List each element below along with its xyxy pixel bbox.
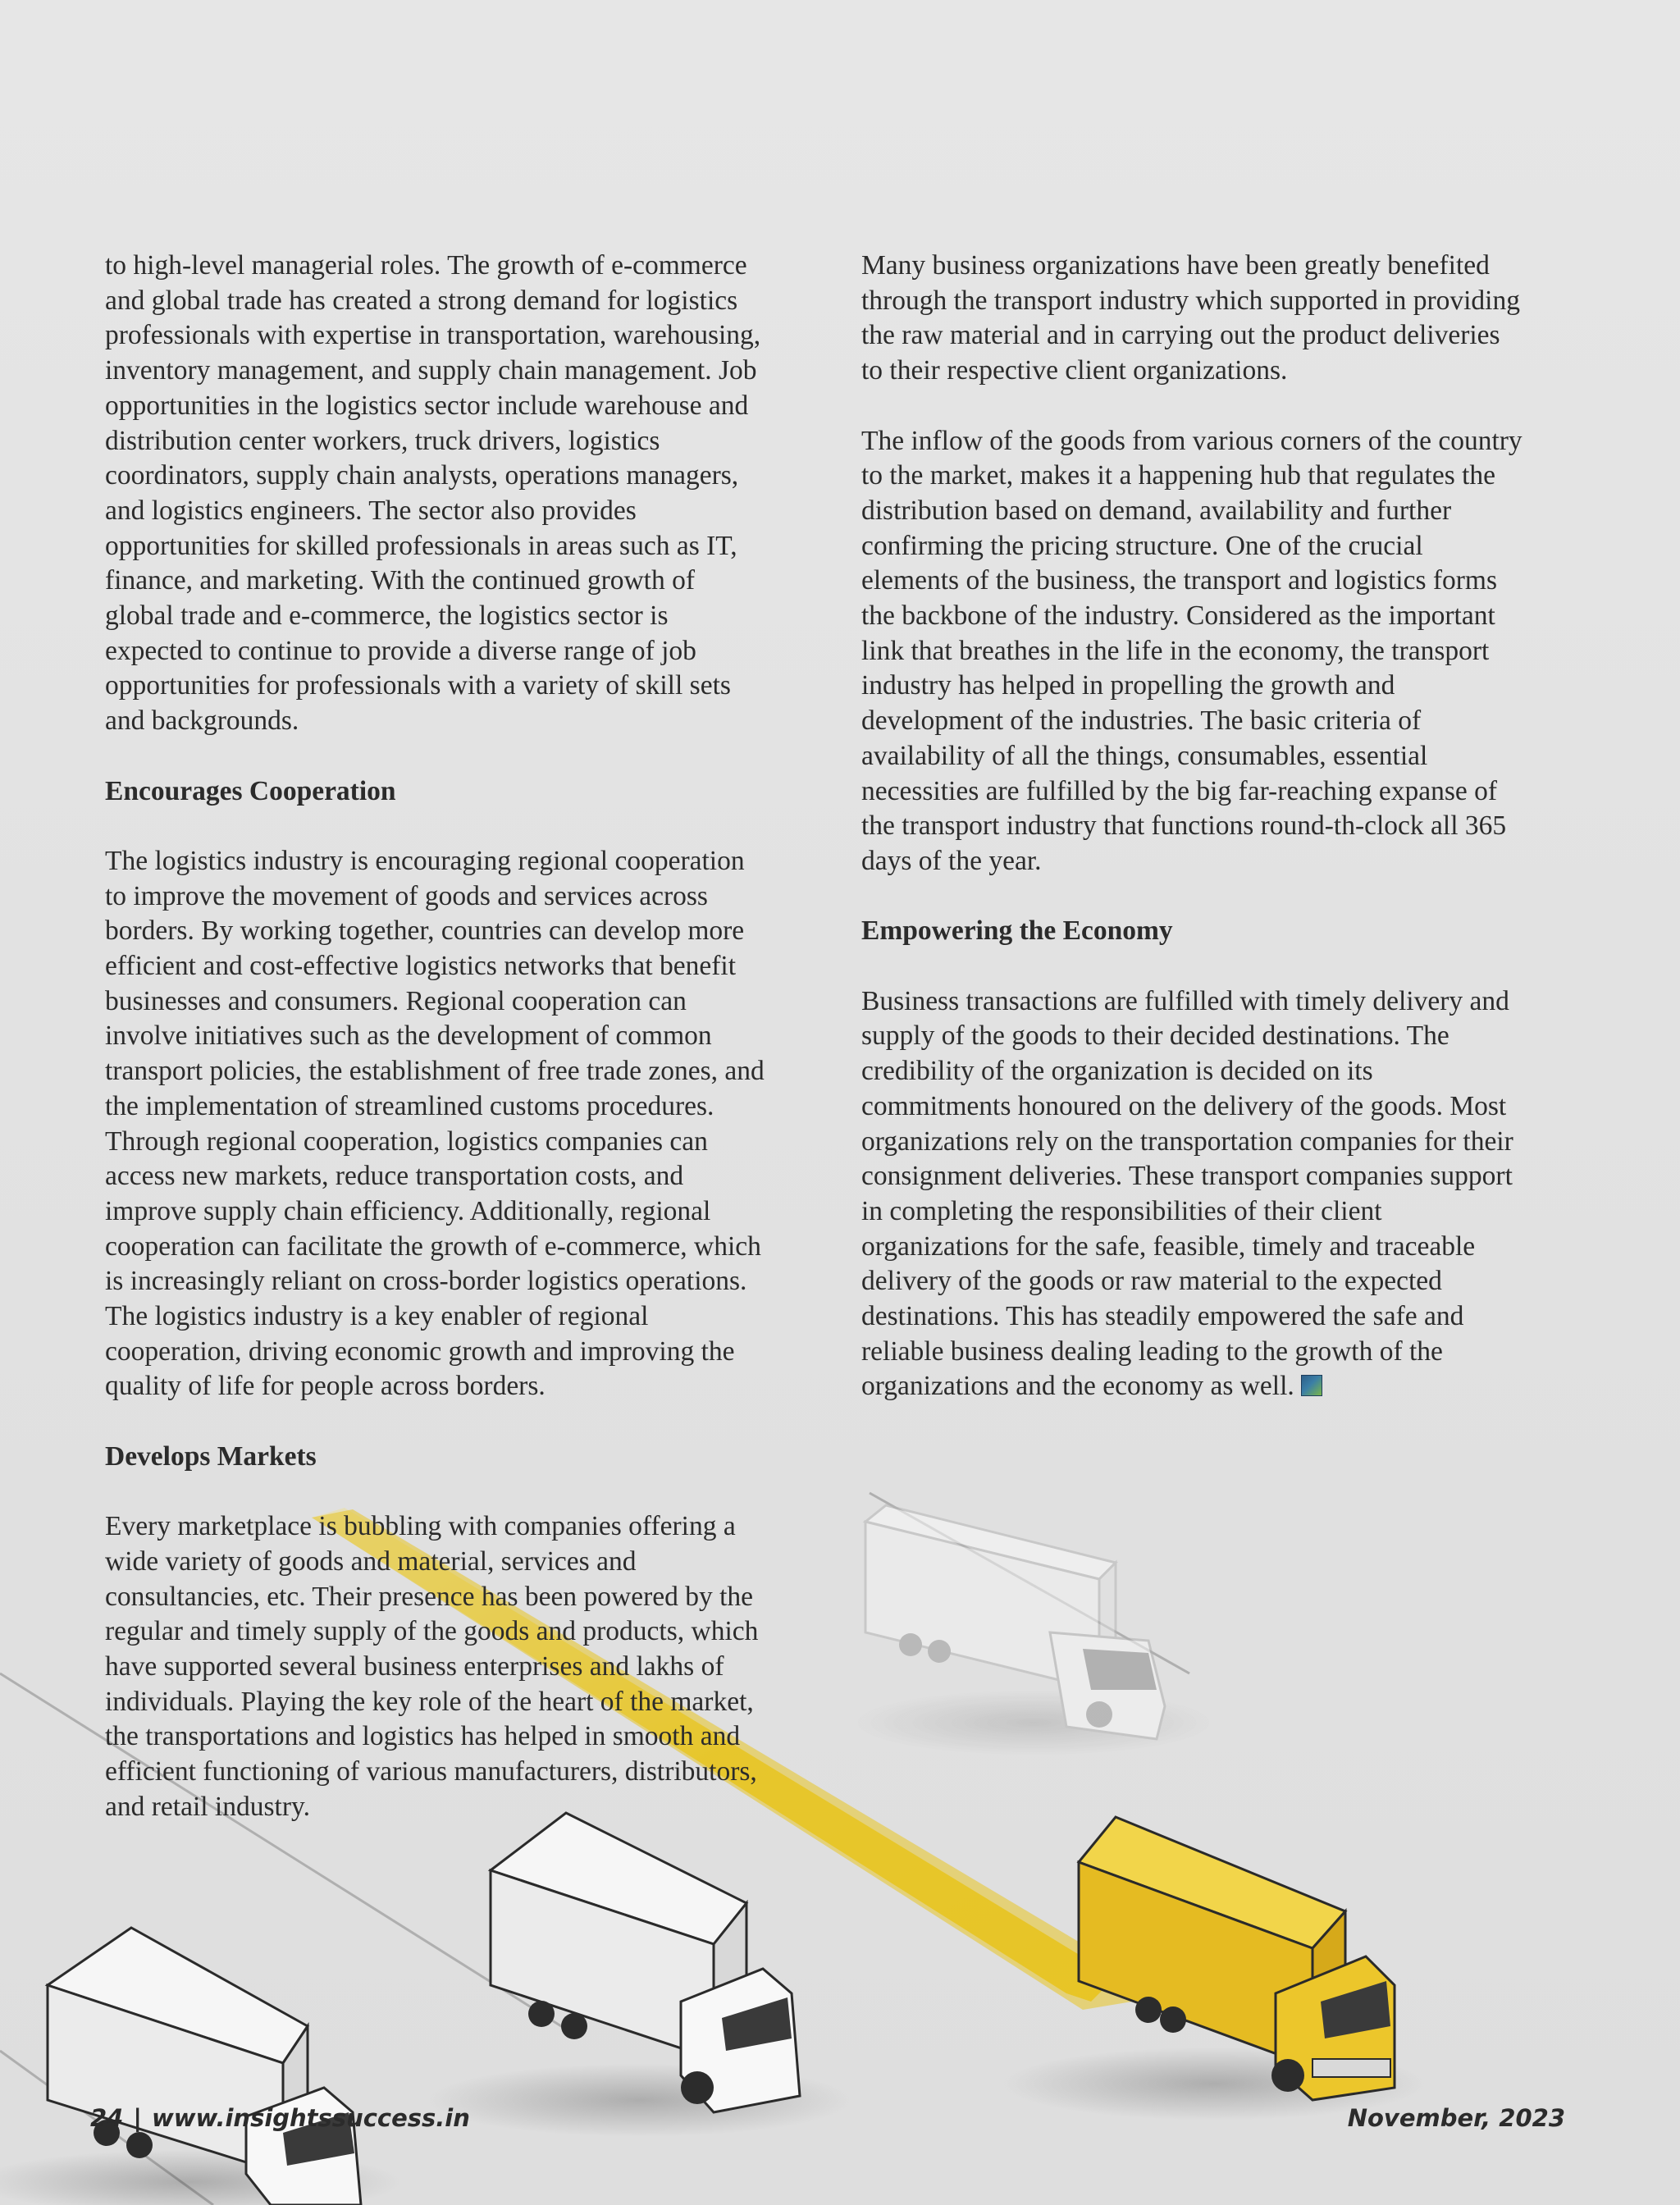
bottom-left-white-truck xyxy=(0,1928,402,2205)
text-line: the transportations and logistics has helped in smooth and xyxy=(105,1721,741,1752)
text-line: Many business organizations have been greatly benefited xyxy=(861,250,1490,281)
text-line: global trade and e-commerce, the logistics sector is xyxy=(105,600,669,632)
text-line: organizations for the safe, feasible, timely and traceable xyxy=(861,1230,1476,1262)
text-line: confirming the pricing structure. One of the crucial xyxy=(861,530,1423,561)
text-line: have supported several business enterprises and lakhs of xyxy=(105,1651,724,1682)
middle-white-truck xyxy=(427,1813,853,2137)
text-line: opportunities for professionals with a variety of skill sets xyxy=(105,670,731,701)
text-line: professionals with expertise in transportation, warehousing, xyxy=(105,320,761,351)
text-line: industry has helped in propelling the growth and xyxy=(861,670,1395,701)
left-paragraph-1 xyxy=(105,249,810,739)
text-line: inventory management, and supply chain management. Job xyxy=(105,355,757,386)
footer-page-info xyxy=(90,2104,470,2132)
text-line: consultancies, etc. Their presence has been powered by the xyxy=(105,1581,754,1612)
left-column xyxy=(105,249,810,1825)
text-line: through the transport industry which supported in providing xyxy=(861,285,1520,316)
text-line: cooperation, driving economic growth and improving the xyxy=(105,1335,735,1367)
paragraph-gap xyxy=(105,809,810,844)
text-line: and backgrounds. xyxy=(105,705,299,737)
text-line: organizations and the economy as well. xyxy=(861,1371,1294,1402)
text-line: days of the year. xyxy=(861,845,1042,876)
section-heading-encourages-cooperation: Encourages Cooperation xyxy=(105,775,396,806)
text-line: destinations. This has steadily empowered the safe and xyxy=(861,1301,1464,1332)
text-line: finance, and marketing. With the continued growth of xyxy=(105,565,696,596)
right-column xyxy=(861,249,1567,1404)
left-paragraph-3 xyxy=(105,1509,810,1824)
text-line: elements of the business, the transport and logistics forms xyxy=(861,565,1498,596)
text-line: distribution center workers, truck drivers, logistics xyxy=(105,425,660,456)
text-line: consignment deliveries. These transport companies support xyxy=(861,1161,1513,1192)
paragraph-gap xyxy=(105,1404,810,1440)
page-number: 24 xyxy=(90,2104,124,2132)
text-line: The logistics industry is a key enabler of regional xyxy=(105,1301,649,1332)
paragraph-gap xyxy=(861,389,1567,424)
text-line: quality of life for people across borders. xyxy=(105,1371,546,1402)
text-line: development of the industries. The basic criteria of xyxy=(861,705,1422,737)
text-line: individuals. Playing the key role of the heart of the market, xyxy=(105,1686,754,1717)
website-link[interactable]: www.insightssuccess.in xyxy=(151,2104,470,2132)
text-line: efficient functioning of various manufacturers, distributors, xyxy=(105,1756,757,1787)
right-paragraph-1 xyxy=(861,249,1567,389)
text-line: transport policies, the establishment of free trade zones, and xyxy=(105,1056,765,1087)
text-line: organizations rely on the transportation companies for their xyxy=(861,1125,1513,1157)
text-line: availability of all the things, consumables, essential xyxy=(861,740,1428,771)
text-line: efficient and cost-effective logistics networks that benefit xyxy=(105,951,736,982)
footer-separator: | xyxy=(133,2104,142,2132)
paragraph-gap xyxy=(105,739,810,774)
text-line: to the market, makes it a happening hub that regulates the xyxy=(861,460,1496,491)
text-line: reliable business dealing leading to the growth of the xyxy=(861,1335,1443,1367)
text-line: involve initiatives such as the development of common xyxy=(105,1020,712,1052)
text-line: access new markets, reduce transportation costs, and xyxy=(105,1161,684,1192)
text-line: improve supply chain efficiency. Additionally, regional xyxy=(105,1195,711,1226)
section-heading-develops-markets: Develops Markets xyxy=(105,1440,317,1472)
text-line: supply of the goods to their decided destinations. The xyxy=(861,1020,1449,1052)
left-paragraph-2 xyxy=(105,844,810,1404)
faded-truck xyxy=(853,1505,1214,1755)
paragraph-gap xyxy=(861,949,1567,984)
right-paragraph-2 xyxy=(861,424,1567,879)
text-line: cooperation can facilitate the growth of e-commerce, which xyxy=(105,1230,761,1262)
text-line: The logistics industry is encouraging regional cooperation xyxy=(105,845,745,876)
text-line: and logistics engineers. The sector also provides xyxy=(105,495,637,526)
text-line: the backbone of the industry. Considered as the important xyxy=(861,600,1495,632)
text-line: and global trade has created a strong demand for logistics xyxy=(105,285,738,316)
text-line: borders. By working together, countries can develop more xyxy=(105,915,745,947)
section-heading-empowering-the-economy: Empowering the Economy xyxy=(861,915,1173,947)
text-line: expected to continue to provide a diverse range of job xyxy=(105,635,696,666)
text-line: coordinators, supply chain analysts, operations managers, xyxy=(105,460,739,491)
text-line: delivery of the goods or raw material to the expected xyxy=(861,1266,1442,1297)
text-line: Every marketplace is bubbling with companies offering a xyxy=(105,1511,736,1542)
text-line: regular and timely supply of the goods and products, which xyxy=(105,1616,759,1647)
text-line: is increasingly reliant on cross-border logistics operations. xyxy=(105,1266,747,1297)
text-line: credibility of the organization is decided on its xyxy=(861,1056,1373,1087)
text-line: in completing the responsibilities of their client xyxy=(861,1195,1382,1226)
text-line: to improve the movement of goods and services across xyxy=(105,880,708,911)
paragraph-gap xyxy=(105,1475,810,1510)
text-line: opportunities for skilled professionals in areas such as IT, xyxy=(105,530,737,561)
text-line: the implementation of streamlined customs procedures. xyxy=(105,1090,714,1121)
text-line: Business transactions are fulfilled with timely delivery and xyxy=(861,985,1509,1016)
text-line: commitments honoured on the delivery of the goods. Most xyxy=(861,1090,1507,1121)
text-line: necessities are fulfilled by the big far-reaching expanse of xyxy=(861,775,1498,806)
text-line: Through regional cooperation, logistics companies can xyxy=(105,1125,708,1157)
text-line: to their respective client organizations. xyxy=(861,355,1288,386)
last-text-line xyxy=(861,1369,1567,1404)
text-line: opportunities in the logistics sector include warehouse and xyxy=(105,390,749,421)
text-line: wide variety of goods and material, services and xyxy=(105,1545,637,1577)
text-line: and retail industry. xyxy=(105,1791,310,1822)
text-line: businesses and consumers. Regional cooperation can xyxy=(105,985,687,1016)
text-line: to high-level managerial roles. The growth of e-commerce xyxy=(105,250,747,281)
text-line: the raw material and in carrying out the product deliveries xyxy=(861,320,1500,351)
text-line: link that breathes in the life in the economy, the transport xyxy=(861,635,1490,666)
paragraph-gap xyxy=(861,879,1567,915)
text-line: distribution based on demand, availability and further xyxy=(861,495,1452,526)
text-line: The inflow of the goods from various corners of the country xyxy=(861,425,1522,456)
magazine-end-mark-icon xyxy=(1301,1375,1322,1396)
right-paragraph-3 xyxy=(861,984,1567,1404)
footer-date: November, 2023 xyxy=(1347,2104,1565,2132)
text-line: the transport industry that functions round-th-clock all 365 xyxy=(861,810,1507,842)
